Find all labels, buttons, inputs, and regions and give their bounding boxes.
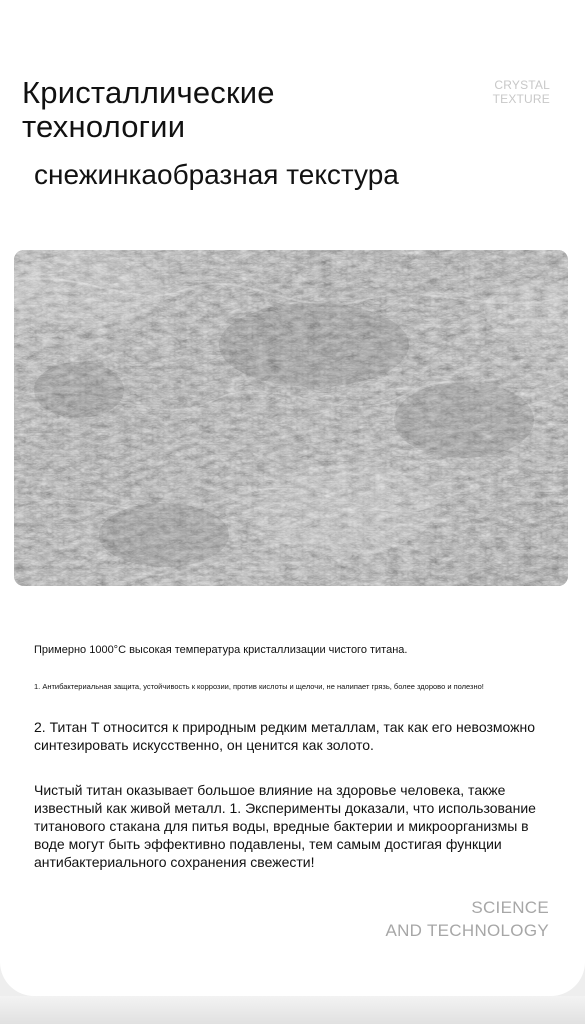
crystal-texture-image: [14, 250, 568, 586]
science-technology-label: [345, 896, 549, 942]
crystal-label-line: CRYSTAL: [494, 78, 550, 92]
benefits-note: 1. Антибактериальная защита, устойчивость к коррозии, против кислоты и щелочи, не налипает грязь, более здорово и полезно!: [34, 681, 484, 691]
texture-label-line: TEXTURE: [492, 92, 550, 106]
crystal-texture-label: [470, 78, 550, 106]
crystal-texture-icon: [14, 250, 568, 586]
page-bottom-band: [0, 996, 585, 1024]
page-title: Кристаллические технологии: [22, 75, 275, 144]
page-subtitle: снежинкаобразная текстура: [34, 159, 399, 190]
science-line: SCIENCE: [471, 898, 549, 917]
technology-line: AND TECHNOLOGY: [385, 921, 549, 940]
health-text: Чистый титан оказывает большое влияние на здоровье человека, также известный как живой металл. 1. Эксперименты доказали, что использование титанового стакана для питья воды, вредные бактерии и микроорганизмы в воде могут быть эффективно подавлены, тем самым достигая функции антибактериального сохранения свежести!: [34, 782, 536, 870]
crystallization-text: Примерно 1000°C высокая температура кристаллизации чистого титана.: [34, 644, 408, 656]
rare-metal-text: 2. Титан T относится к природным редким металлам, так как его невозможно синтезировать искусственно, он ценится как золото.: [34, 719, 536, 753]
